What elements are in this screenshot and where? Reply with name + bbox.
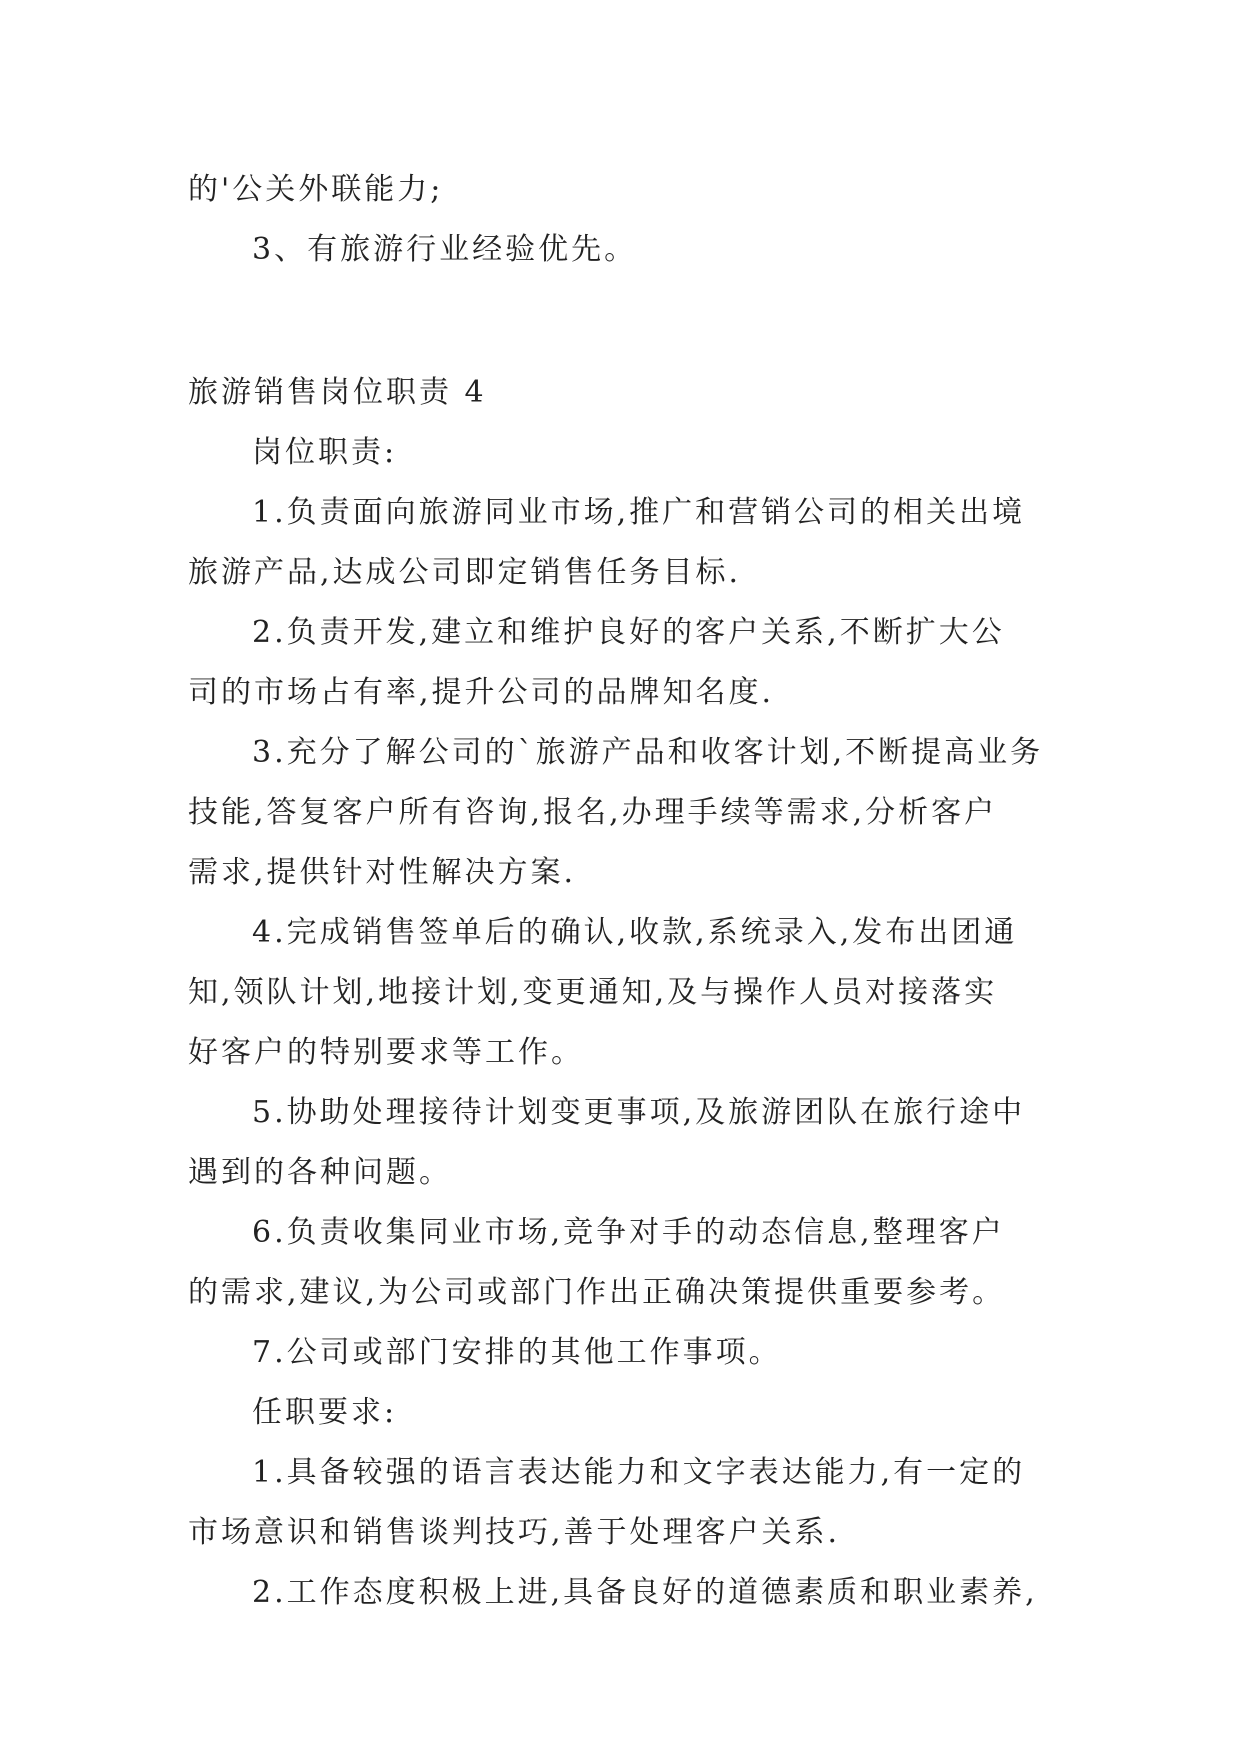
duty-line: 4.完成销售签单后的确认,收款,系统录入,发布出团通 [252, 915, 1018, 950]
duty-line: 5.协助处理接待计划变更事项,及旅游团队在旅行途中 [252, 1095, 1026, 1130]
duty-line: 3.充分了解公司的`旅游产品和收客计划,不断提高业务 [252, 735, 1044, 770]
document-body [188, 160, 1058, 1623]
duty-item-6 [188, 1203, 1058, 1323]
requirement-item-2 [188, 1563, 1058, 1623]
duty-line: 好客户的特别要求等工作。 [188, 1035, 584, 1070]
duty-line: 2.负责开发,建立和维护良好的客户关系,不断扩大公 [252, 615, 1005, 650]
duty-item-7 [188, 1323, 1058, 1383]
requirement-line: 1.具备较强的语言表达能力和文字表达能力,有一定的 [252, 1455, 1026, 1490]
section-title: 旅游销售岗位职责 4 [188, 375, 487, 410]
duty-item-1 [188, 483, 1058, 603]
duty-line: 技能,答复客户所有咨询,报名,办理手续等需求,分析客户 [188, 795, 998, 830]
duty-line: 知,领队计划,地接计划,变更通知,及与操作人员对接落实 [188, 975, 998, 1010]
section-spacer [188, 280, 1058, 363]
requirement-line: 2.工作态度积极上进,具备良好的道德素质和职业素养, [252, 1575, 1038, 1610]
requirements-heading: 任职要求: [252, 1395, 398, 1430]
continuation-line: 的'公关外联能力; [188, 172, 444, 207]
duty-line: 1.负责面向旅游同业市场,推广和营销公司的相关出境 [252, 495, 1026, 530]
requirement-item-3: 3、有旅游行业经验优先。 [252, 232, 638, 267]
duty-item-2 [188, 603, 1058, 723]
duty-line: 旅游产品,达成公司即定销售任务目标. [188, 555, 742, 590]
duty-line: 7.公司或部门安排的其他工作事项。 [252, 1335, 782, 1370]
requirement-line: 市场意识和销售谈判技巧,善于处理客户关系. [188, 1515, 841, 1550]
duty-line: 需求,提供针对性解决方案. [188, 855, 577, 890]
duty-item-4 [188, 903, 1058, 1083]
duty-line: 的需求,建议,为公司或部门作出正确决策提供重要参考。 [188, 1275, 1006, 1310]
duty-item-3 [188, 723, 1058, 903]
duty-item-5 [188, 1083, 1058, 1203]
duties-heading: 岗位职责: [252, 435, 398, 470]
duty-line: 6.负责收集同业市场,竞争对手的动态信息,整理客户 [252, 1215, 1005, 1250]
duty-line: 司的市场占有率,提升公司的品牌知名度. [188, 675, 775, 710]
duty-line: 遇到的各种问题。 [188, 1155, 452, 1190]
requirement-item-1 [188, 1443, 1058, 1563]
